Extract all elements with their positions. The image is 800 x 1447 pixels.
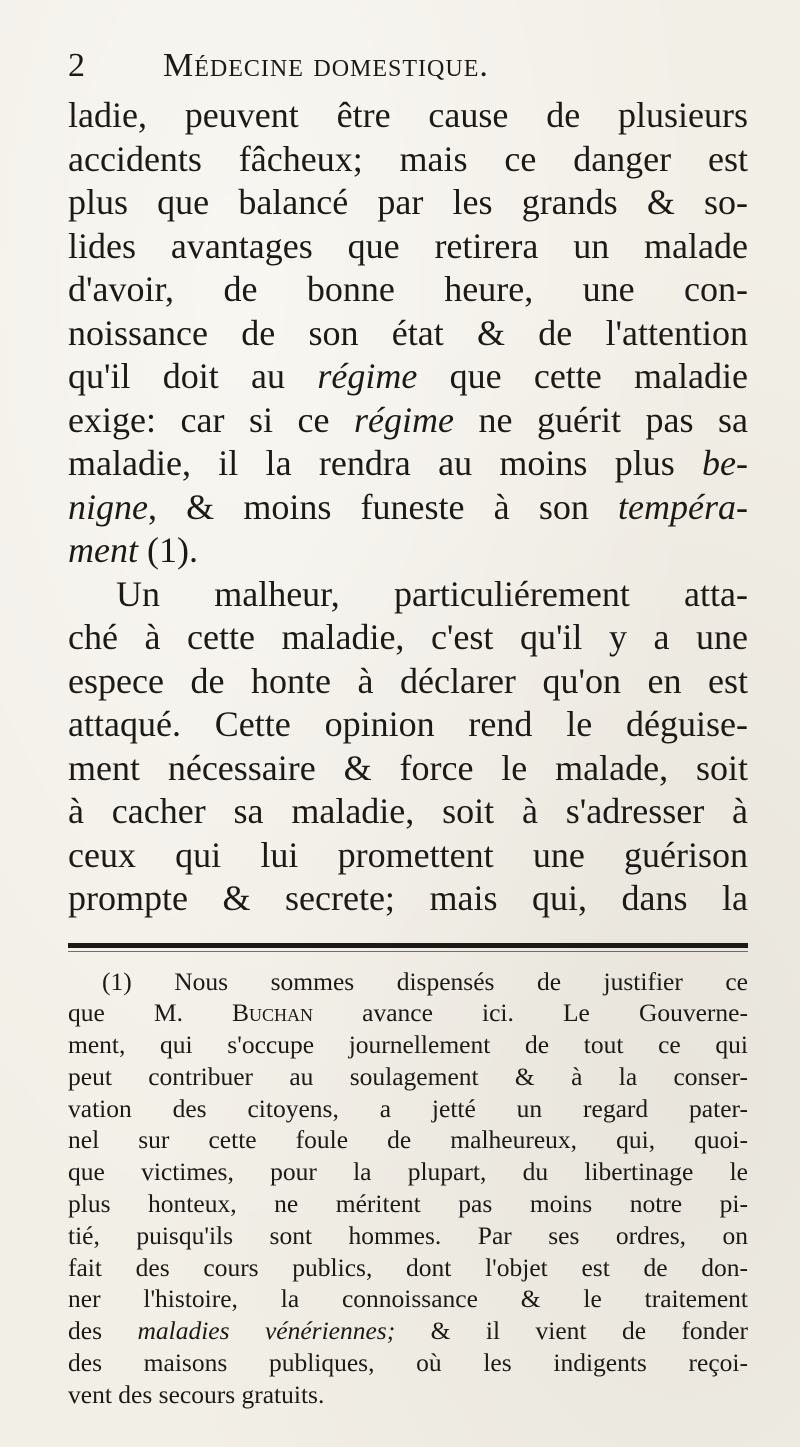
body-line: ment nécessaire & force le malade, soit [68,747,748,788]
italic-term: régime [353,399,454,440]
body-line: espece de honte à déclarer qu'on en est [68,660,748,701]
footnote-line: peut contribuer au soulagement & à la conser- [68,1061,748,1091]
body-text [68,94,748,921]
body-line: nigne, & moins funeste à son tempéra- [68,486,748,527]
footnote-rule-thin [68,951,748,952]
running-title: Médecine domestique. [163,47,489,84]
body-line: qu'il doit au régime que cette maladie [68,356,748,396]
italic-term: nigne [68,486,148,527]
footnote-line: fait des cours publics, dont l'objet est de don- [68,1252,748,1282]
footnote-line: des maisons publiques, où les indigents reçoi- [68,1348,748,1378]
body-line: ceux qui lui promettent une guérison [68,834,748,875]
body-line: exige: car si ce régime ne guérit pas sa [68,399,748,440]
author-name: Buchan [232,998,314,1028]
body-line: accidents fâcheux; mais ce danger est [68,138,748,179]
italic-term: maladies vénériennes; [137,1316,396,1346]
footnote-line: tié, puisqu'ils sont hommes. Par ses ordres, on [68,1220,748,1250]
footnote-rule [68,943,748,948]
body-line: à cacher sa maladie, soit à s'adresser à [68,791,748,831]
italic-term: régime [317,356,418,396]
footnote-line: vent des secours gratuits. [68,1379,325,1409]
body-line: prompte & secrete; mais qui, dans la [68,878,748,918]
footnote-reference: (1). [137,530,198,570]
footnote-line: vation des citoyens, a jetté un regard pater- [68,1093,748,1123]
footnote-line: ment, qui s'occupe journellement de tout ce qui [68,1030,748,1060]
body-line: lides avantages que retirera un malade [68,225,748,266]
body-line: ché à cette maladie, c'est qu'il y a une [68,617,748,657]
footnote-line: ner l'histoire, la connoissance & le traitement [68,1284,748,1314]
italic-term: be- [702,443,748,483]
page-number: 2 [68,47,86,84]
italic-term: ment [68,530,138,570]
footnote-line: nel sur cette foule de malheureux, qui, quoi- [68,1125,748,1155]
body-line: noissance de son état & de l'attention [68,312,748,353]
body-line: ladie, peuvent être cause de plusieurs [68,95,748,135]
footnote-line: (1) Nous sommes dispensés de justifier ce [102,966,748,996]
footnote-line: que M. Buchan avance ici. Le Gouverne- [68,998,748,1028]
footnote-line: que victimes, pour la plupart, du libertinage le [68,1157,748,1187]
running-head [68,40,748,92]
footnote-line: des maladies vénériennes; & il vient de fonder [68,1316,748,1346]
body-line [68,529,748,573]
body-line: maladie, il la rendra au moins plus be- [68,443,748,483]
footnote [68,966,748,1411]
footnote-line: plus honteux, ne méritent pas moins notre pi- [68,1189,748,1219]
italic-term: tempéra- [618,486,748,527]
body-line: attaqué. Cette opinion rend le déguise- [68,704,748,744]
paragraph-start-line: Un malheur, particuliérement atta- [116,573,748,614]
body-line: plus que balancé par les grands & so- [68,182,748,222]
body-line: d'avoir, de bonne heure, une con- [68,269,748,309]
